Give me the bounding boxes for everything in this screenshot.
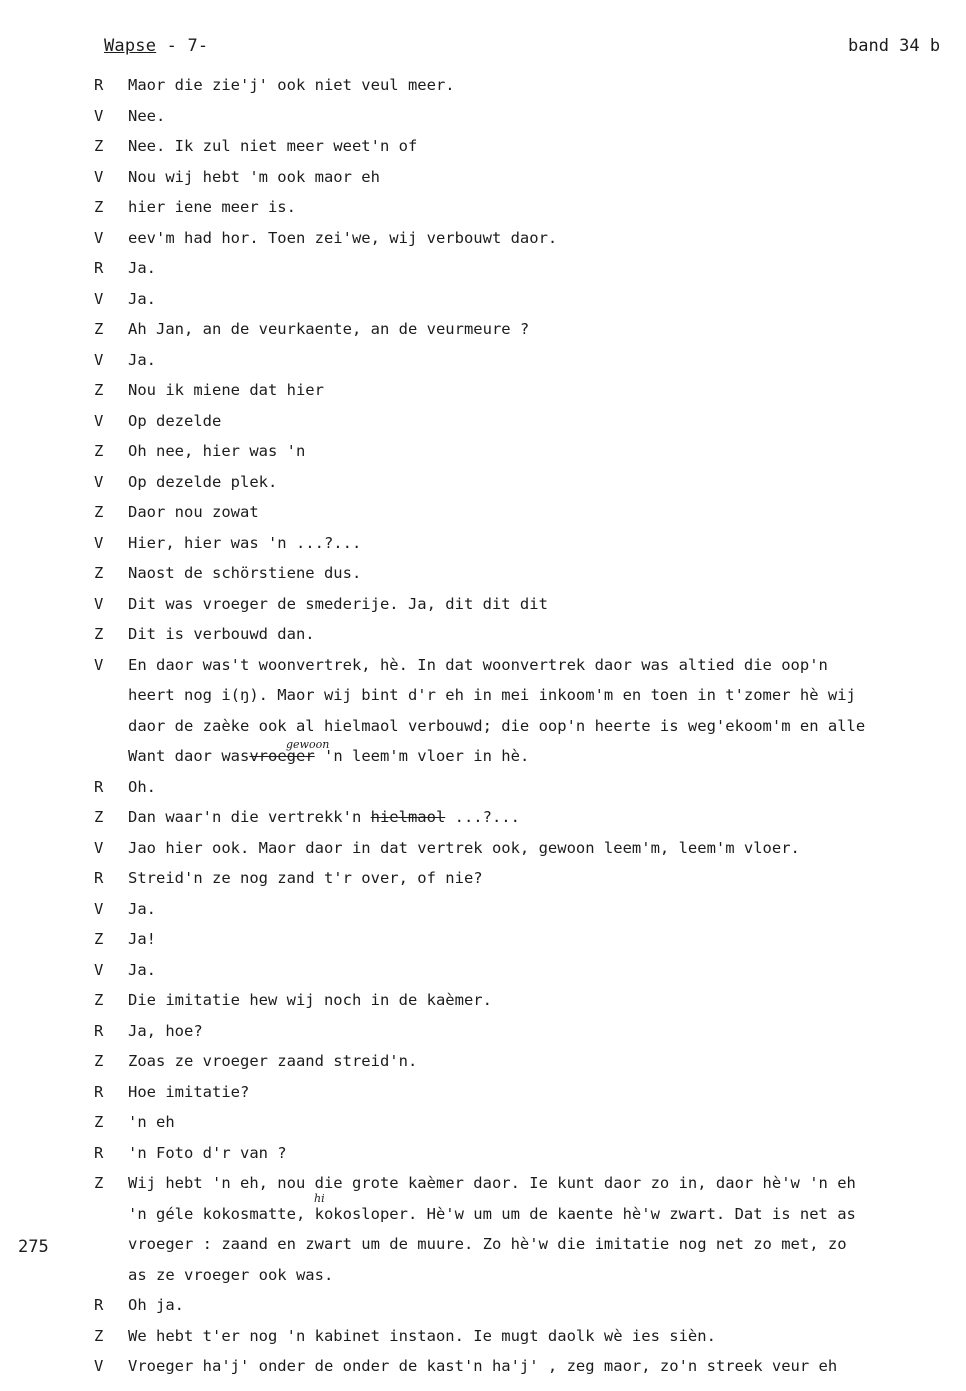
speaker-code: R xyxy=(94,777,104,796)
speaker-code: R xyxy=(94,76,104,94)
speaker-code: V xyxy=(94,899,104,918)
transcript-line xyxy=(0,72,966,103)
line-text xyxy=(128,107,165,125)
line-text-main: 'n géle kokosmatte, kokosloper. Hè'w um um de kaente hè'w zwart. Dat is net as xyxy=(128,1204,856,1223)
speaker-code: V xyxy=(94,594,104,613)
transcript-line xyxy=(0,316,966,347)
speaker-code: Z xyxy=(94,991,104,1009)
line-text xyxy=(128,259,156,277)
speaker-code: V xyxy=(94,533,104,552)
transcript-line xyxy=(0,133,966,164)
transcript-line xyxy=(0,804,966,835)
transcript-line xyxy=(0,286,966,317)
line-text-main: Ja. xyxy=(128,960,156,979)
speaker-code: Z xyxy=(94,1174,104,1192)
speaker-code: Z xyxy=(94,381,104,399)
line-text-main: Oh. xyxy=(128,777,156,796)
transcript-line xyxy=(0,408,966,439)
line-text xyxy=(128,76,455,94)
speaker-code: V xyxy=(94,106,104,125)
line-text xyxy=(128,747,529,765)
speaker-code: Z xyxy=(94,625,104,643)
line-text-main: Ja! xyxy=(128,930,156,948)
line-text-main: Jao hier ook. Maor daor in dat vertrek ook, gewoon leem'm, leem'm vloer. xyxy=(128,838,800,857)
transcript-line xyxy=(0,1262,966,1293)
transcript-line xyxy=(0,774,966,805)
transcript-line xyxy=(0,1231,966,1262)
line-text-main: Hier, hier was 'n ...?... xyxy=(128,533,362,552)
speaker-code: Z xyxy=(94,503,104,521)
line-text xyxy=(128,320,529,338)
line-text xyxy=(128,1327,716,1345)
speaker-code: V xyxy=(94,472,104,491)
line-text-after: 'n leem'm vloer in hè. xyxy=(314,747,530,765)
line-text-main: Ah Jan, an de veurkaente, an de veurmeure ? xyxy=(128,320,530,338)
line-text-main: Naost de schörstiene dus. xyxy=(128,564,362,582)
line-text-main: Ja. xyxy=(128,289,156,308)
speaker-code: R xyxy=(94,259,104,277)
line-text-main: Nou wij hebt 'm ook maor eh xyxy=(128,167,380,186)
line-text-main: as ze vroeger ook was. xyxy=(128,1265,334,1284)
speaker-code: V xyxy=(94,228,104,247)
line-text-main: We hebt t'er nog 'n kabinet instaon. Ie mugt daolk wè ies sièn. xyxy=(128,1326,716,1345)
line-text-main: Dan waar'n die vertrekk'n xyxy=(128,808,371,826)
transcript-line xyxy=(0,1109,966,1140)
line-text xyxy=(128,991,492,1009)
transcript-line xyxy=(0,1323,966,1354)
line-text-main: Op dezelde plek. xyxy=(128,472,278,491)
transcript-line xyxy=(0,225,966,256)
line-text-main: Daor nou zowat xyxy=(128,503,259,521)
line-text xyxy=(128,381,324,399)
speaker-code: R xyxy=(94,1021,104,1040)
line-text xyxy=(128,229,557,247)
line-text xyxy=(128,839,800,857)
speaker-code: Z xyxy=(94,564,104,582)
line-text xyxy=(128,869,483,887)
speaker-code: V xyxy=(94,960,104,979)
line-text-main: Nou ik miene dat hier xyxy=(128,381,324,399)
transcript-line xyxy=(0,926,966,957)
line-text-after: ...?... xyxy=(445,808,520,826)
line-text xyxy=(128,656,828,674)
line-text xyxy=(128,595,548,613)
speaker-code: R xyxy=(94,869,104,887)
line-text xyxy=(128,1113,175,1131)
margin-number: 275 xyxy=(18,1237,49,1257)
transcript-line xyxy=(0,1140,966,1171)
line-text xyxy=(128,686,856,704)
transcript-line xyxy=(0,1201,966,1232)
header-title: Wapse xyxy=(104,36,157,56)
speaker-code: V xyxy=(94,838,104,857)
transcript-line xyxy=(0,1048,966,1079)
line-text xyxy=(128,625,315,643)
line-text xyxy=(128,137,417,155)
transcript-line xyxy=(0,103,966,134)
band-label: band 34 b xyxy=(848,36,941,56)
handwritten-annotation-hi: hi xyxy=(314,1192,325,1205)
line-text-main: Ja. xyxy=(128,259,156,277)
transcript-line xyxy=(0,743,966,774)
line-text-main: heert nog i(ŋ). Maor wij bint d'r eh in mei inkoom'm en toen in t'zomer hè wij xyxy=(128,686,856,704)
speaker-code: Z xyxy=(94,320,104,338)
line-text-main: Die imitatie hew wij noch in de kaèmer. xyxy=(128,991,492,1009)
transcript-line xyxy=(0,347,966,378)
speaker-code: Z xyxy=(94,1113,104,1131)
transcript-line xyxy=(0,713,966,744)
transcript-line xyxy=(0,164,966,195)
line-text xyxy=(128,1296,184,1314)
speaker-code: V xyxy=(94,167,104,186)
page-header-left xyxy=(104,36,208,56)
speaker-code: R xyxy=(94,1296,104,1314)
line-text xyxy=(128,778,156,796)
line-text xyxy=(128,717,865,735)
speaker-code: V xyxy=(94,1357,104,1375)
line-text-main: daor de zaèke ook al hielmaol verbouwd; die oop'n heerte is weg'ekoom'm en alle xyxy=(128,716,866,735)
transcript-line xyxy=(0,560,966,591)
transcript-line xyxy=(0,591,966,622)
transcript-line xyxy=(0,957,966,988)
line-text-main: 'n eh xyxy=(128,1113,175,1131)
line-text-main: vroeger : zaand en zwart um de muure. Zo hè'w die imitatie nog net zo met, zo xyxy=(128,1235,847,1253)
line-text-main: Maor die zie'j' ook niet veul meer. xyxy=(128,76,455,94)
line-text-main: Oh ja. xyxy=(128,1296,184,1314)
speaker-code: Z xyxy=(94,1326,104,1345)
line-text xyxy=(128,1205,856,1223)
transcript-lines xyxy=(0,72,966,1384)
line-text xyxy=(128,1052,417,1070)
line-text xyxy=(128,534,361,552)
speaker-code: V xyxy=(94,289,104,308)
line-text-main: Oh nee, hier was 'n xyxy=(128,442,306,460)
transcript-line xyxy=(0,438,966,469)
line-text-main: eev'm had hor. Toen zei'we, wij verbouwt daor. xyxy=(128,228,558,247)
speaker-code: Z xyxy=(94,930,104,948)
transcript-line xyxy=(0,1353,966,1384)
line-text xyxy=(128,351,156,369)
transcript-line xyxy=(0,469,966,500)
transcript-line xyxy=(0,1079,966,1110)
line-text-main: Streid'n ze nog zand t'r over, of nie? xyxy=(128,869,483,887)
line-text-main: 'n Foto d'r van ? xyxy=(128,1143,287,1162)
transcript-line xyxy=(0,1292,966,1323)
transcript-line xyxy=(0,194,966,225)
struck-word: vroeger xyxy=(249,747,315,765)
speaker-code: Z xyxy=(94,1052,104,1070)
line-text-main: Nee. Ik zul niet meer weet'n of xyxy=(128,137,418,155)
line-text-main: Zoas ze vroeger zaand streid'n. xyxy=(128,1052,418,1070)
line-text xyxy=(128,412,221,430)
line-text xyxy=(128,198,296,216)
transcript-line xyxy=(0,1018,966,1049)
transcript-line xyxy=(0,652,966,683)
line-text-main: Wij hebt 'n eh, nou die grote kaèmer daor. Ie kunt daor zo in, daor hè'w 'n eh xyxy=(128,1174,856,1192)
line-text-main: Ja. xyxy=(128,350,156,369)
line-text xyxy=(128,930,156,948)
transcript-line xyxy=(0,865,966,896)
speaker-code: Z xyxy=(94,808,104,826)
speaker-code: R xyxy=(94,1143,104,1162)
line-text xyxy=(128,442,305,460)
line-text-main: Op dezelde xyxy=(128,411,222,430)
speaker-code: Z xyxy=(94,198,104,216)
line-text xyxy=(128,808,520,826)
line-text xyxy=(128,1235,847,1253)
transcript-line xyxy=(0,1170,966,1201)
line-text-main: Want daor was xyxy=(128,747,250,765)
line-text-main: Ja. xyxy=(128,899,156,918)
line-text-main: Dit is verbouwd dan. xyxy=(128,625,315,643)
speaker-code: V xyxy=(94,655,104,674)
line-text xyxy=(128,473,277,491)
line-text xyxy=(128,564,361,582)
transcript-line xyxy=(0,896,966,927)
line-text xyxy=(128,1357,837,1375)
line-text xyxy=(128,1022,203,1040)
struck-word: hielmaol xyxy=(370,808,446,826)
transcript-line xyxy=(0,530,966,561)
line-text-main: hier iene meer is. xyxy=(128,198,296,216)
transcript-line xyxy=(0,621,966,652)
line-text xyxy=(128,1144,287,1162)
line-text xyxy=(128,900,156,918)
transcript-line xyxy=(0,377,966,408)
header-page-marker: - 7- xyxy=(156,36,209,56)
transcript-line xyxy=(0,682,966,713)
transcript-line xyxy=(0,499,966,530)
speaker-code: Z xyxy=(94,137,104,155)
speaker-code: R xyxy=(94,1082,104,1101)
line-text-main: Vroeger ha'j' onder de onder de kast'n ha'j' , zeg maor, zo'n streek veur eh xyxy=(128,1357,838,1375)
line-text xyxy=(128,1266,333,1284)
line-text xyxy=(128,1174,856,1192)
speaker-code: Z xyxy=(94,442,104,460)
line-text-main: Ja, hoe? xyxy=(128,1021,203,1040)
transcript-line xyxy=(0,835,966,866)
line-text xyxy=(128,290,156,308)
line-text-main: En daor was't woonvertrek, hè. In dat woonvertrek daor was altied die oop'n xyxy=(128,655,828,674)
line-text-main: Nee. xyxy=(128,106,166,125)
line-text xyxy=(128,503,259,521)
line-text xyxy=(128,1083,249,1101)
transcript-line xyxy=(0,987,966,1018)
line-text xyxy=(128,961,156,979)
handwritten-annotation-gewoon: gewoon xyxy=(286,738,330,751)
speaker-code: V xyxy=(94,350,104,369)
line-text xyxy=(128,168,380,186)
speaker-code: V xyxy=(94,411,104,430)
line-text-main: Dit was vroeger de smederije. Ja, dit dit dit xyxy=(128,594,548,613)
transcript-line xyxy=(0,255,966,286)
line-text-main: Hoe imitatie? xyxy=(128,1082,250,1101)
